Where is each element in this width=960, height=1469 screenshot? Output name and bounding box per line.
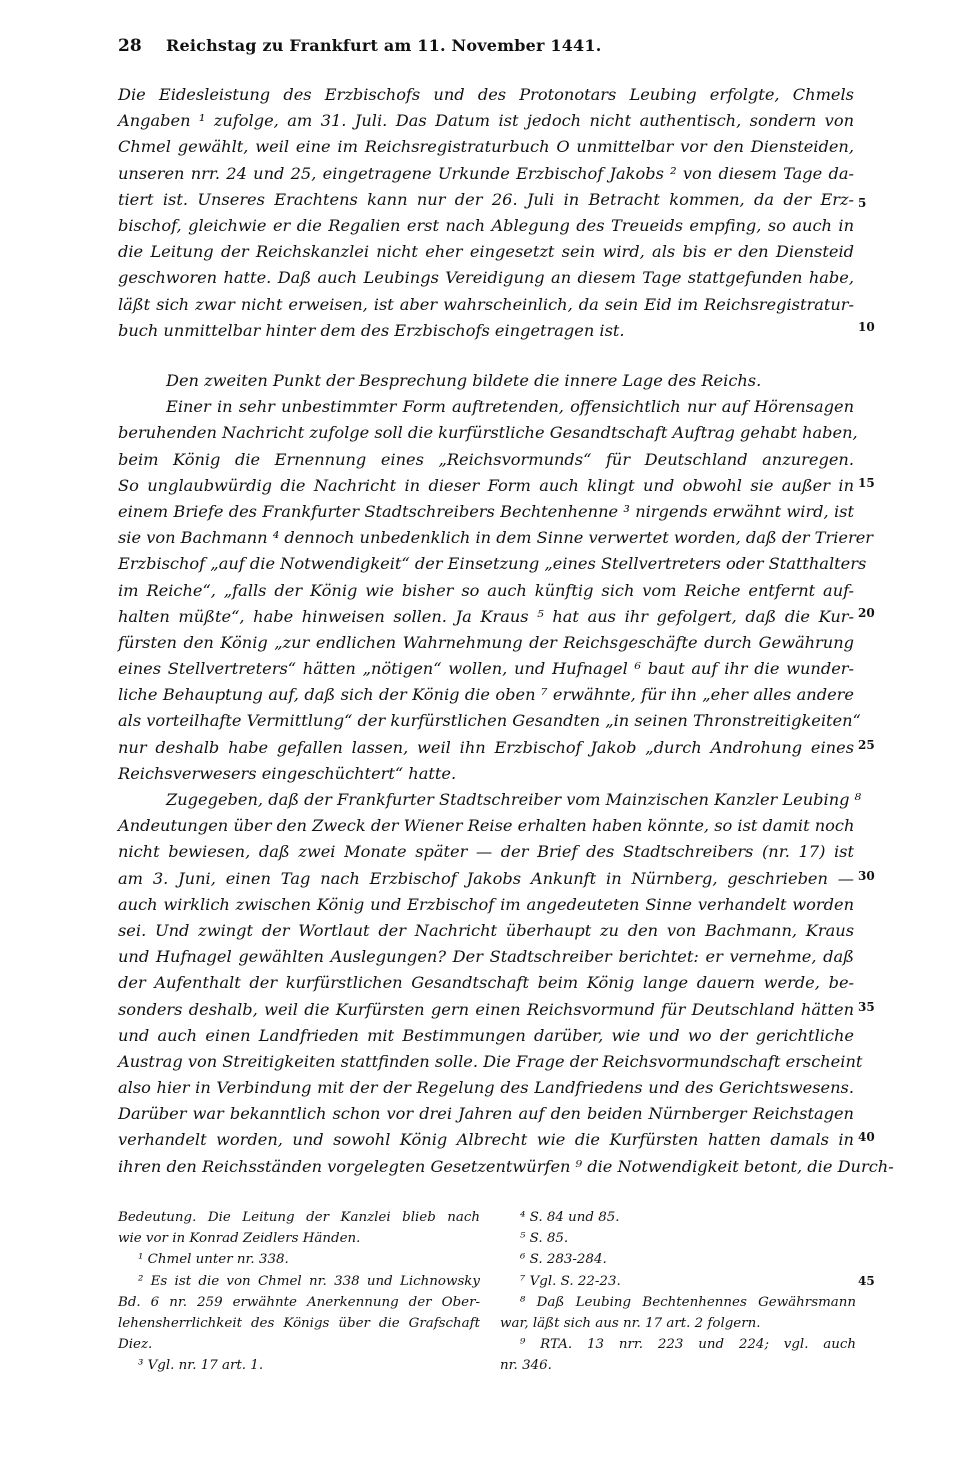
- margin-line-number: 35: [858, 1000, 875, 1014]
- text-line: als vorteilhafte Vermittlung“ der kurfürstlichen Gesandten „in seinen Thronstreitigkeiten“: [118, 711, 861, 731]
- footnote-line: ⁴ S. 84 und 85.: [520, 1210, 620, 1225]
- text-line: einem Briefe des Frankfurter Stadtschreibers Bechtenhenne ³ nirgends erwähnt wird, ist: [118, 501, 854, 521]
- text-line: Darüber war bekanntlich schon vor drei Jahren auf den beiden Nürnberger Reichstagen: [118, 1104, 854, 1124]
- text-line: und Hufnagel gewählten Auslegungen? Der Stadtschreiber berichtet: er vernehme, daß: [118, 947, 854, 967]
- footnote-line: wie vor in Konrad Zeidlers Händen.: [118, 1231, 361, 1247]
- text-line: läßt sich zwar nicht erweisen, ist aber wahrscheinlich, da sein Eid im Reichsregistratur-: [118, 294, 854, 314]
- text-line: nur deshalb habe gefallen lassen, weil ihn Erzbischof Jakob „durch Androhung eines: [118, 737, 854, 757]
- margin-line-number: 20: [858, 606, 875, 620]
- paragraph-eidesleistung: [118, 82, 854, 344]
- text-line: Die Eidesleistung des Erzbischofs und des Protonotars Leubing erfolgte, Chmels: [118, 85, 854, 104]
- text-line: im Reiche“, „falls der König wie bisher so auch künftig sich vom Reiche entfernt auf-: [118, 580, 854, 600]
- text-line: die Leitung der Reichskanzlei nicht eher eingesetzt sein wird, als bis er den Diensteid: [118, 242, 854, 262]
- footnote-line: ⁵ S. 85.: [520, 1231, 569, 1247]
- footnotes-right-column: [500, 1207, 856, 1377]
- text-line: halten müßte“, habe hinweisen sollen. Ja Kraus ⁵ hat aus ihr gefolgert, daß die Kur-: [118, 606, 854, 626]
- text-line: Angaben ¹ zufolge, am 31. Juli. Das Datum ist jedoch nicht authentisch, sondern von: [118, 111, 854, 131]
- footnote-line: ³ Vgl. nr. 17 art. 1.: [138, 1358, 264, 1374]
- text-line: nicht bewiesen, daß zwei Monate später — der Brief des Stadtschreibers (nr. 17) ist: [118, 842, 854, 862]
- margin-line-number: 45: [858, 1274, 875, 1288]
- footnote-line: lehensherrlichkeit des Königs über die Grafschaft: [118, 1315, 480, 1331]
- footnote-line: nr. 346.: [500, 1358, 552, 1374]
- page-header: [118, 36, 858, 62]
- margin-line-number: 30: [858, 869, 875, 883]
- text-line: Andeutungen über den Zweck der Wiener Reise erhalten haben könnte, so ist damit noch: [118, 816, 855, 836]
- text-line: beim König die Ernennung eines „Reichsvormunds“ für Deutschland anzuregen.: [118, 449, 854, 469]
- footnote-line: ⁶ S. 283-284.: [520, 1252, 607, 1268]
- text-line: liche Behauptung auf, daß sich der König die oben ⁷ erwähnte, für ihn „eher alles andere: [118, 685, 854, 705]
- text-line: Erzbischof „auf die Notwendigkeit“ der Einsetzung „eines Stellvertreters oder Statthalters: [118, 554, 867, 574]
- text-line: am 3. Juni, einen Tag nach Erzbischof Jakobs Ankunft in Nürnberg, geschrieben —: [118, 868, 854, 888]
- text-line: Den zweiten Punkt der Besprechung bildete die innere Lage des Reichs.: [166, 371, 762, 390]
- margin-line-number: 15: [858, 476, 875, 490]
- text-line: geschworen hatte. Daß auch Leubings Vereidigung an diesem Tage stattgefunden habe,: [118, 268, 854, 288]
- text-line: auch wirklich zwischen König und Erzbischof im angedeuteten Sinne verhandelt worden: [118, 894, 854, 914]
- text-line: Einer in sehr unbestimmter Form auftretenden, offensichtlich nur auf Hörensagen: [166, 397, 854, 417]
- text-line: tiert ist. Unseres Erachtens kann nur der 26. Juli in Betracht kommen, da der Erz-: [118, 189, 854, 209]
- footnote-line: ¹ Chmel unter nr. 338.: [138, 1252, 289, 1268]
- margin-line-number: 40: [858, 1130, 875, 1144]
- text-line: beruhenden Nachricht zufolge soll die kurfürstliche Gesandtschaft Auftrag gehabt haben,: [118, 423, 858, 443]
- text-line: So unglaubwürdig die Nachricht in dieser Form auch klingt und obwohl sie außer in: [118, 475, 854, 495]
- footnotes-left-column: [118, 1207, 480, 1377]
- text-line: bischof, gleichwie er die Regalien erst nach Ablegung des Treueids empfing, so auch in: [118, 215, 854, 235]
- footnote-line: ² Es ist die von Chmel nr. 338 und Lichnowsky: [138, 1273, 480, 1289]
- margin-line-number: 5: [858, 196, 867, 210]
- text-line: Zugegeben, daß der Frankfurter Stadtschreiber vom Mainzischen Kanzler Leubing ⁸: [166, 790, 862, 809]
- text-line: Reichsverwesers eingeschüchtert“ hatte.: [118, 763, 457, 783]
- text-line: also hier in Verbindung mit der der Regelung des Landfriedens und des Gerichtswesens.: [118, 1078, 854, 1098]
- footnote-line: Bd. 6 nr. 259 erwähnte Anerkennung der Ober-: [118, 1294, 480, 1310]
- footnote-line: ⁸ Daß Leubing Bechtenhennes Gewährsmann: [520, 1294, 856, 1310]
- footnote-line: war, läßt sich aus nr. 17 art. 2 folgern.: [500, 1315, 761, 1331]
- running-title: Reichstag zu Frankfurt am 11. November 1441.: [166, 36, 602, 55]
- text-line: unseren nrr. 24 und 25, eingetragene Urkunde Erzbischof Jakobs ² von diesem Tage da-: [118, 163, 854, 183]
- text-line: sei. Und zwingt der Wortlaut der Nachricht überhaupt zu den von Bachmann, Kraus: [118, 920, 854, 940]
- text-line: sie von Bachmann ⁴ dennoch unbedenklich in dem Sinne verwertet worden, daß der Trierer: [118, 528, 874, 548]
- text-line: Austrag von Streitigkeiten stattfinden solle. Die Frage der Reichsvormundschaft erscheint: [118, 1051, 863, 1071]
- text-line: sonders deshalb, weil die Kurfürsten gern einen Reichsvormund für Deutschland hätten: [118, 999, 854, 1019]
- margin-line-number: 10: [858, 320, 875, 334]
- text-line: verhandelt worden, und sowohl König Albrecht wie die Kurfürsten hatten damals in: [118, 1130, 854, 1150]
- text-line: und auch einen Landfrieden mit Bestimmungen darüber, wie und wo der gerichtliche: [118, 1025, 854, 1045]
- text-line: buch unmittelbar hinter dem des Erzbischofs eingetragen ist.: [118, 320, 625, 340]
- text-line: fürsten den König „zur endlichen Wahrnehmung der Reichsgeschäfte durch Gewährung: [118, 632, 854, 652]
- text-line: ihren den Reichsständen vorgelegten Gesetzentwürfen ⁹ die Notwendigkeit betont, die Durch-: [118, 1156, 894, 1176]
- page-number: 28: [118, 36, 142, 56]
- text-line: Chmel gewählt, weil eine im Reichsregistraturbuch O unmittelbar vor den Dienstеiden,: [118, 137, 854, 157]
- footnote-line: ⁷ Vgl. S. 22-23.: [520, 1273, 621, 1289]
- footnote-line: Bedeutung. Die Leitung der Kanzlei blieb nach: [118, 1210, 480, 1225]
- text-line: eines Stellvertreters“ hätten „nötigen“ wollen, und Hufnagel ⁶ baut auf ihr die wunder-: [118, 659, 854, 679]
- footnote-line: ⁹ RTA. 13 nrr. 223 und 224; vgl. auch: [520, 1337, 856, 1353]
- margin-line-number: 25: [858, 738, 875, 752]
- text-line: der Aufenthalt der kurfürstlichen Gesandtschaft beim König lange dauern werde, be-: [118, 973, 854, 993]
- footnote-line: Diez.: [118, 1337, 153, 1353]
